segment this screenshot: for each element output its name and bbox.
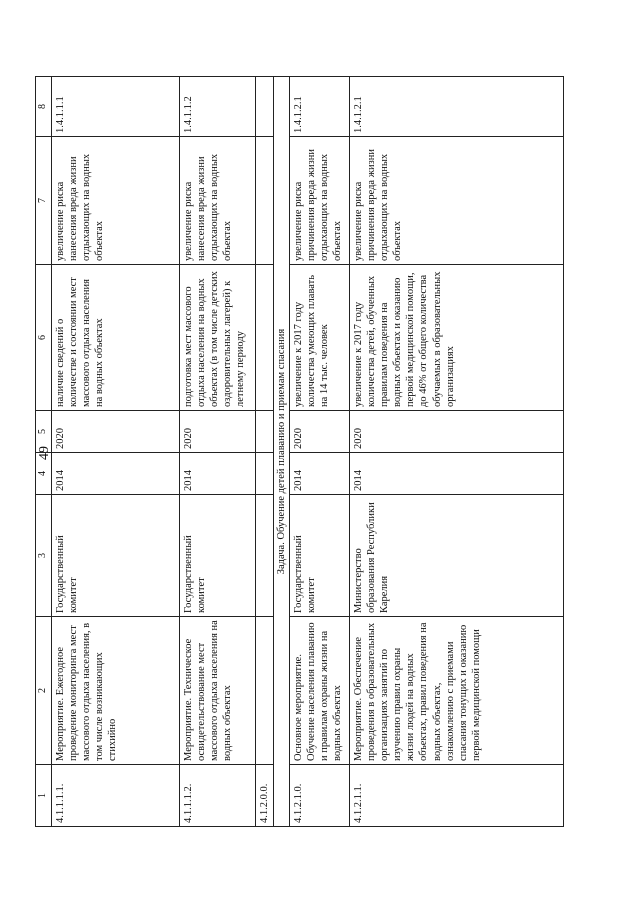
row-code: 4.1.1.1.1.	[51, 765, 179, 827]
table-row	[51, 77, 179, 827]
row-result: увеличение к 2017 году количества умеющих плавать на 14 тыс. человек	[289, 265, 349, 411]
row-start-year: 2014	[289, 453, 349, 495]
row-effect: увеличение риска причинения вреда жизни отдыхающих на водных объектах	[289, 137, 349, 265]
header-cell: 1	[36, 765, 52, 827]
program-table	[35, 76, 564, 827]
rotated-page	[35, 77, 605, 827]
table-row	[289, 77, 349, 827]
row-executor: Государственный комитет	[179, 495, 255, 617]
row-executor: Государственный комитет	[51, 495, 179, 617]
row-link: 1.4.1.1.1	[51, 77, 179, 137]
row-name: Мероприятие. Ежегодное проведение мониторинга мест массового отдыха населения, в том числе возникающих стихийно	[51, 617, 179, 765]
page-number: 49	[37, 446, 52, 460]
row-code: 4.1.1.1.2.	[179, 765, 255, 827]
row-result: увеличение к 2017 году количества детей, обученных правилам поведения на водных объектах и оказанию первой медицинской помощи, до 46% от общего количества обучаемых в образовательных организациях	[349, 265, 563, 411]
row-end-year: 2020	[51, 411, 179, 453]
row-executor: Государственный комитет	[289, 495, 349, 617]
row-executor: Министерство образования Республики Карелия	[349, 495, 563, 617]
row-name: Основное мероприятие. Обучение населения плаванию и правилам охраны жизни на водных объектах	[289, 617, 349, 765]
row-link: 1.4.1.2.1	[289, 77, 349, 137]
row-code: 4.1.2.1.0.	[289, 765, 349, 827]
row-effect: увеличение риска нанесения вреда жизни отдыхающих на водных объектах	[179, 137, 255, 265]
row-name: Мероприятие. Обеспечение проведения в образовательных организациях занятий по изучению правил охраны жизни людей на водных объектах, правил поведения на водных объектах, ознакомлению с приемами спасания тонущих и оказанию первой медицинской помощи	[349, 617, 563, 765]
row-effect: увеличение риска причинения вреда жизни отдыхающих на водных объектах	[349, 137, 563, 265]
row-result: наличие сведений о количестве и состоянии мест массового отдыха населения на водных объектах	[51, 265, 179, 411]
table-row	[255, 77, 273, 827]
header-cell: 7	[36, 137, 52, 265]
row-code: 4.1.2.1.1.	[349, 765, 563, 827]
header-cell: 6	[36, 265, 52, 411]
task-title: Задача. Обучение детей плаванию и приемам спасания	[273, 77, 289, 827]
row-effect: увеличение риска нанесения вреда жизни отдыхающих на водных объектах	[51, 137, 179, 265]
header-cell: 3	[36, 495, 52, 617]
table-row	[179, 77, 255, 827]
row-name: Мероприятие. Техническое освидетельствование мест массового отдыха населения на водных объектах	[179, 617, 255, 765]
header-cell: 4	[36, 453, 52, 495]
task-row	[273, 77, 289, 827]
row-end-year: 2020	[179, 411, 255, 453]
row-start-year: 2014	[51, 453, 179, 495]
header-cell: 8	[36, 77, 52, 137]
row-end-year: 2020	[349, 411, 563, 453]
row-end-year: 2020	[289, 411, 349, 453]
row-link: 1.4.1.2.1	[349, 77, 563, 137]
row-code: 4.1.2.0.0.	[255, 765, 273, 827]
header-cell: 5	[36, 411, 52, 453]
row-link: 1.4.1.1.2	[179, 77, 255, 137]
table-row	[349, 77, 563, 827]
header-row	[36, 77, 52, 827]
header-cell: 2	[36, 617, 52, 765]
row-start-year: 2014	[349, 453, 563, 495]
row-result: подготовка мест массового отдыха населения на водных объектах (в том числе детских оздоровительных лагерей) к летнему периоду	[179, 265, 255, 411]
row-start-year: 2014	[179, 453, 255, 495]
